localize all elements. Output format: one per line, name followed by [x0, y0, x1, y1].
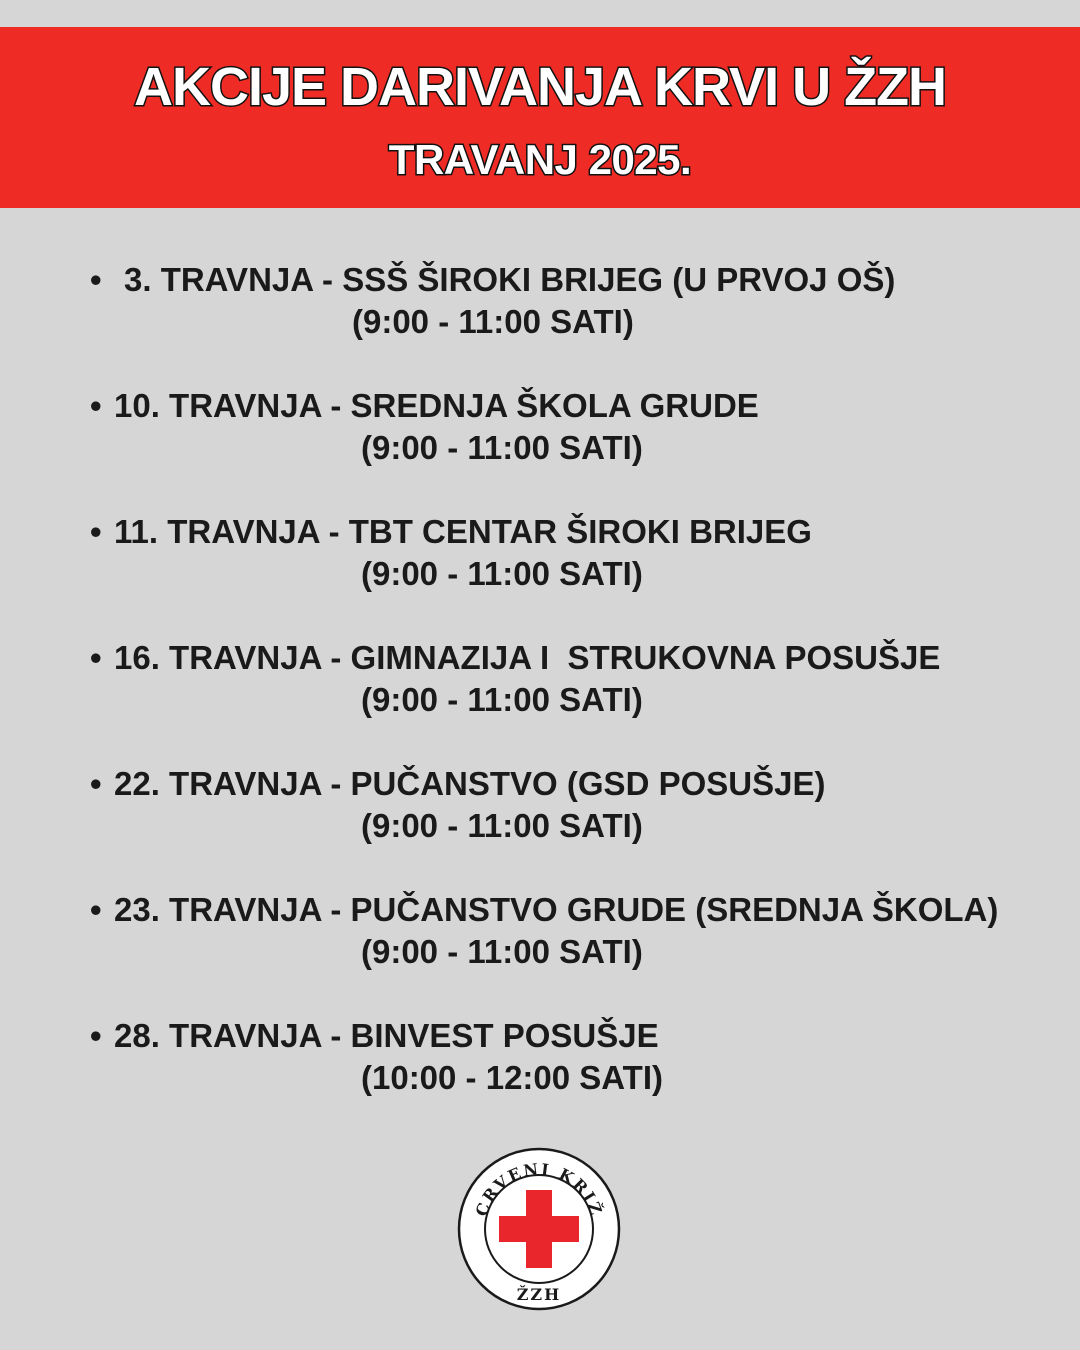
event-time: (10:00 - 12:00 SATI)	[361, 1059, 663, 1096]
event-time: (9:00 - 11:00 SATI)	[361, 807, 643, 844]
event-title	[90, 260, 895, 300]
event-title	[90, 890, 998, 930]
event-text: 11. TRAVNJA - TBT CENTAR ŠIROKI BRIJEG	[114, 513, 812, 550]
logo-bottom-text: ŽZH	[516, 1285, 562, 1304]
event-text: 28. TRAVNJA - BINVEST POSUŠJE	[114, 1017, 659, 1054]
event-title	[90, 1016, 659, 1056]
page-title: AKCIJE DARIVANJA KRVI U ŽZH	[133, 57, 947, 117]
event-item	[0, 764, 1080, 854]
red-cross-logo	[457, 1147, 621, 1311]
event-title	[90, 386, 759, 426]
event-time: (9:00 - 11:00 SATI)	[361, 933, 643, 970]
event-time: (9:00 - 11:00 SATI)	[361, 555, 643, 592]
event-time: (9:00 - 11:00 SATI)	[352, 303, 634, 340]
event-text: 22. TRAVNJA - PUČANSTVO (GSD POSUŠJE)	[114, 765, 826, 802]
event-text: 23. TRAVNJA - PUČANSTVO GRUDE (SREDNJA ŠKOLA)	[114, 891, 999, 928]
event-text: 10. TRAVNJA - SREDNJA ŠKOLA GRUDE	[114, 387, 759, 424]
event-item	[0, 1016, 1080, 1106]
event-item	[0, 638, 1080, 728]
bullet: •	[90, 513, 102, 550]
event-time: (9:00 - 11:00 SATI)	[361, 429, 643, 466]
event-item	[0, 890, 1080, 980]
event-item	[0, 512, 1080, 602]
event-title	[90, 512, 812, 552]
page-subtitle: TRAVANJ 2025.	[388, 136, 692, 183]
bullet: •	[90, 765, 102, 802]
logo-top-text: CRVENI KRIŽ	[471, 1159, 607, 1219]
event-text: 16. TRAVNJA - GIMNAZIJA I STRUKOVNA POSUŠJE	[114, 639, 941, 676]
event-text: 3. TRAVNJA - SSŠ ŠIROKI BRIJEG (U PRVOJ OŠ)	[124, 261, 896, 298]
bullet: •	[90, 387, 102, 424]
event-title	[90, 764, 825, 804]
red-cross-icon	[457, 1147, 621, 1311]
event-time: (9:00 - 11:00 SATI)	[361, 681, 643, 718]
bullet: •	[90, 639, 102, 676]
bullet: •	[90, 1017, 102, 1054]
event-item	[0, 386, 1080, 476]
bullet: •	[90, 891, 102, 928]
event-item	[0, 260, 1080, 350]
bullet: •	[90, 261, 102, 298]
cross-horizontal	[499, 1216, 579, 1242]
event-title	[90, 638, 940, 678]
